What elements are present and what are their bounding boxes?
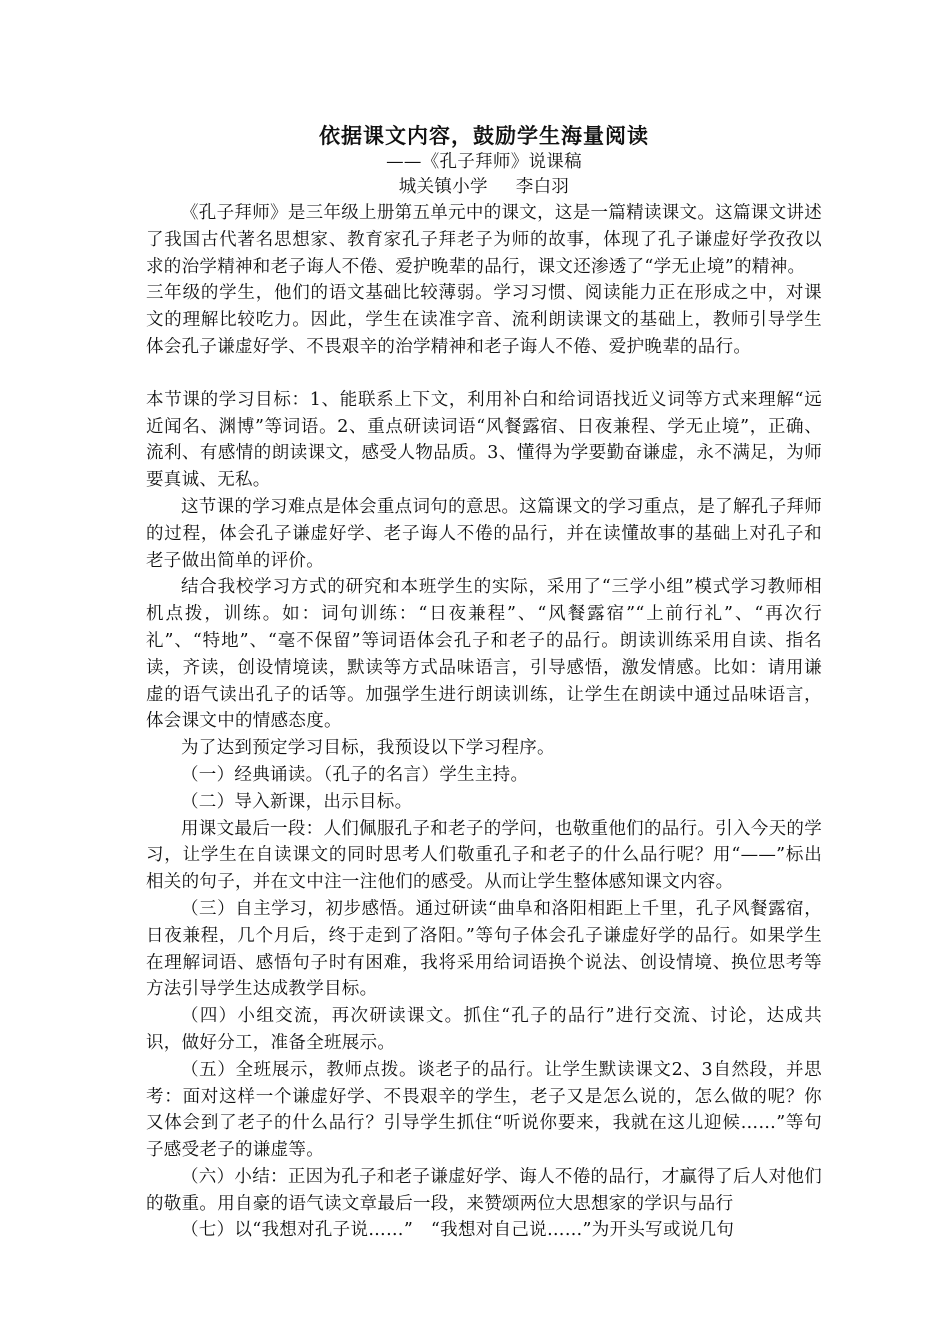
school-name: 城关镇小学 xyxy=(398,177,488,197)
paragraph-students: 三年级的学生，他们的语文基础比较薄弱。学习习惯、阅读能力正在形成之中，对课文的理解比较吃力。因此，学生在读准字音、流利朗读课文的基础上，教师引导学生体会孔子谦虚好学、不畏艰辛的治学精神和老子诲人不倦、爱护晚辈的品行。 xyxy=(146,283,822,357)
paragraph-step-7: （七）以“我想对孔子说……” “我想对自己说……”为开头写或说几句 xyxy=(181,1220,735,1241)
document-page xyxy=(146,122,822,1244)
paragraph-step-2-detail: 用课文最后一段：人们佩服孔子和老子的学问，也敬重他们的品行。引入今天的学习，让学生在自读课文的同时思考人们敬重孔子和老子的什么品行呢？用“——”标出相关的句子，并在文中注一注他们的感受。从而让学生整体感知课文内容。 xyxy=(146,818,822,893)
paragraph-step-4: （四）小组交流，再次研读课文。抓住“孔子的品行”进行交流、讨论，达成共识，做好分工，准备全班展示。 xyxy=(146,1006,822,1053)
document-subtitle: ——《孔子拜师》说课稿 xyxy=(386,152,582,172)
paragraph-intro: 《孔子拜师》是三年级上册第五单元中的课文，这是一篇精读课文。这篇课文讲述了我国古代著名思想家、教育家孔子拜老子为师的故事，体现了孔子谦虚好学孜孜以求的治学精神和老子诲人不倦、爱护晚辈的品行，课文还渗透了“学无止境”的精神。 xyxy=(146,203,822,277)
author-name: 李白羽 xyxy=(515,177,570,197)
paragraph-procedure-intro: 为了达到预定学习目标，我预设以下学习程序。 xyxy=(181,738,555,759)
paragraph-objectives: 本节课的学习目标：1、能联系上下文，利用补白和给词语找近义词等方式来理解“远近闻名、渊博”等词语。2、重点研读词语“风餐露宿、日夜兼程、学无止境”，正确、流利、有感情的朗读课文，感受人物品质。3、懂得为学要勤奋谦虚，永不满足，为师要真诚、无私。 xyxy=(146,389,822,491)
paragraph-step-3: （三）自主学习，初步感悟。通过研读“曲阜和洛阳相距上千里，孔子风餐露宿，日夜兼程，几个月后，终于走到了洛阳。”等句子体会孔子谦虚好学的品行。如果学生在理解词语、感悟句子时有困难，我将采用给词语换个说法、创设情境、换位思考等方法引导学生达成教学目标。 xyxy=(146,898,822,1000)
paragraph-step-6: （六）小结：正因为孔子和老子谦虚好学、诲人不倦的品行，才赢得了后人对他们的敬重。用自豪的语气读文章最后一段，来赞颂两位大思想家的学识与品行 xyxy=(146,1166,822,1214)
paragraph-step-5: （五）全班展示，教师点拨。谈老子的品行。让学生默读课文2、3自然段，并思考：面对这样一个谦虚好学、不畏艰辛的学生，老子又是怎么说的，怎么做的呢？你又体会到了老子的什么品行？引导学生抓住“听说你要来，我就在这儿迎候……”等句子感受老子的谦虚等。 xyxy=(146,1059,822,1161)
document-title: 依据课文内容，鼓励学生海量阅读 xyxy=(319,124,649,148)
paragraph-method: 结合我校学习方式的研究和本班学生的实际，采用了“三学小组”模式学习教师相机点拨，训练。如：词句训练：“日夜兼程”、“风餐露宿”“上前行礼”、“再次行礼”、“特地”、“毫不保留”等词语体会孔子和老子的品行。朗读训练采用自读、指名读，齐读，创设情境读，默读等方式品味语言，引导感悟，激发情感。比如：请用谦虚的语气读出孔子的话等。加强学生进行朗读训练，让学生在朗读中通过品味语言，体会课文中的情感态度。 xyxy=(146,577,822,732)
author-line xyxy=(146,175,822,200)
paragraph-difficulty: 这节课的学习难点是体会重点词句的意思。这篇课文的学习重点，是了解孔子拜师的过程，体会孔子谦虚好学、老子诲人不倦的品行，并在读懂故事的基础上对孔子和老子做出简单的评价。 xyxy=(146,496,822,571)
paragraph-step-2: （二）导入新课，出示目标。 xyxy=(181,791,413,812)
paragraph-step-1: （一）经典诵读。（孔子的名言）学生主持。 xyxy=(181,764,529,785)
